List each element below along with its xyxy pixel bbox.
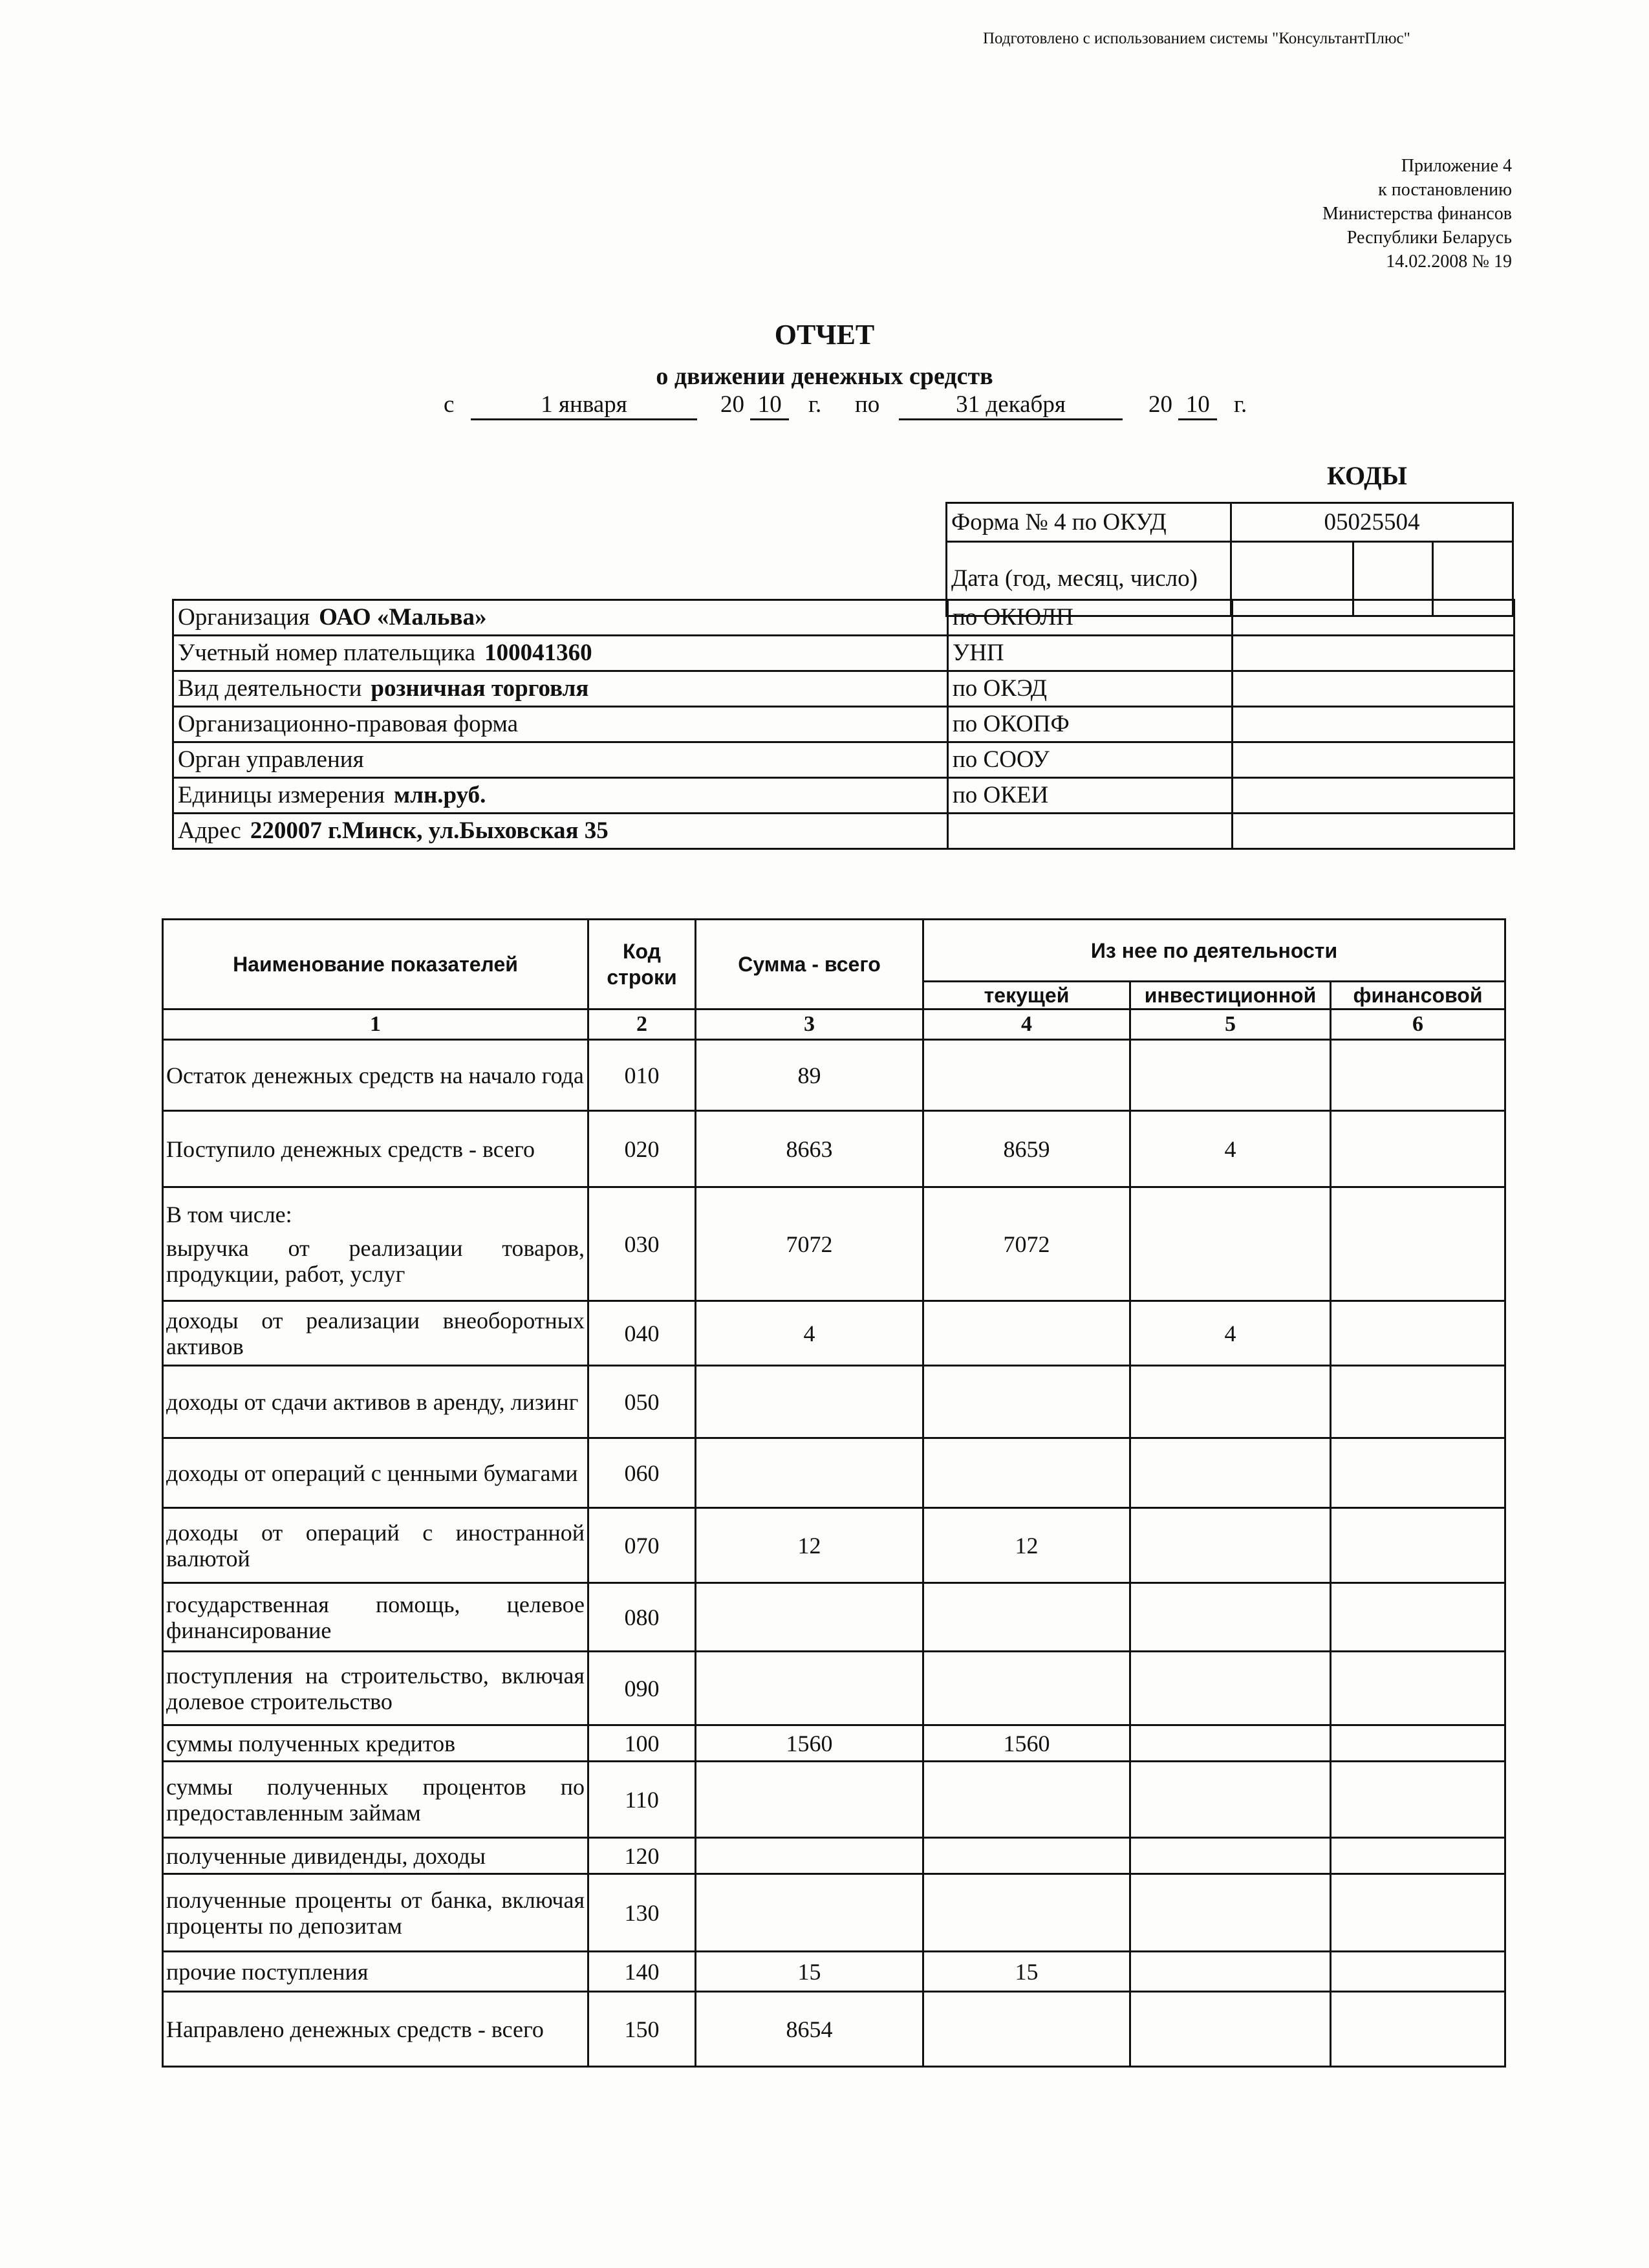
row-financial [1331,1508,1505,1583]
okei-label: по ОКЕИ [948,778,1233,814]
report-subtitle: о движении денежных средств [656,363,993,390]
row-total [696,1874,923,1952]
oked-label: по ОКЭД [948,671,1233,707]
column-number: 1 [163,1010,588,1040]
row-code: 020 [588,1111,696,1187]
header-current: текущей [923,982,1130,1010]
row-total: 12 [696,1508,923,1583]
org-row [173,814,1514,849]
org-row [173,707,1514,742]
report-title: ОТЧЕТ [774,319,875,351]
row-investment [1130,1438,1331,1508]
row-current: 12 [923,1508,1130,1583]
header-financial: финансовой [1331,982,1505,1010]
org-row [173,636,1514,671]
header-code: Код строки [588,920,696,1010]
row-total [696,1838,923,1874]
row-investment [1130,1874,1331,1952]
row-investment [1130,1652,1331,1725]
column-number: 3 [696,1010,923,1040]
okopf-label: по ОКОПФ [948,707,1233,742]
row-code: 040 [588,1301,696,1366]
table-row [163,1366,1505,1438]
table-row [163,1508,1505,1583]
row-current: 7072 [923,1187,1130,1301]
table-row [163,1952,1505,1992]
address-cell [173,814,948,849]
row-financial [1331,1366,1505,1438]
period-from-year: 10 [750,391,789,420]
row-name-cell [163,1187,588,1301]
row-total [696,1366,923,1438]
oked-value [1233,671,1514,707]
row-investment [1130,1992,1331,2067]
row-financial [1331,1992,1505,2067]
row-current: 1560 [923,1725,1130,1762]
row-name: суммы полученных процентов по предоставленным займам [163,1762,588,1838]
table-row [163,1652,1505,1725]
table-row [163,1301,1505,1366]
row-code: 150 [588,1992,696,2067]
table-row [163,1762,1505,1838]
org-row [173,778,1514,814]
form-value: 05025504 [1231,503,1513,542]
org-row [173,600,1514,636]
address-label: Адрес [178,817,241,844]
row-name: поступления на строительство, включая долевое строительство [163,1652,588,1725]
table-row [163,1874,1505,1952]
okopf-value [1233,707,1514,742]
row-current [923,1762,1130,1838]
row-financial [1331,1874,1505,1952]
payer-value: 100041360 [484,640,592,666]
row-total [696,1652,923,1725]
row-total [696,1762,923,1838]
row-name: государственная помощь, целевое финансирование [163,1583,588,1652]
row-current [923,1301,1130,1366]
form-label: Форма № 4 по ОКУД [947,503,1231,542]
row-current [923,1366,1130,1438]
row-name: выручка от реализации товаров, продукции, работ, услуг [166,1235,585,1287]
organization-value: ОАО «Мальва» [319,604,487,631]
codes-label: КОДЫ [1327,461,1407,490]
header-row [163,920,1505,982]
organization-cell [173,600,948,636]
table-row [163,1838,1505,1874]
row-current: 15 [923,1952,1130,1992]
row-financial [1331,1040,1505,1111]
column-number: 6 [1331,1010,1505,1040]
column-number: 4 [923,1010,1130,1040]
row-financial [1331,1952,1505,1992]
row-current [923,1992,1130,2067]
row-financial [1331,1652,1505,1725]
appendix-line: Республики Беларусь [1346,228,1512,248]
table-row [163,1040,1505,1111]
row-code: 060 [588,1438,696,1508]
consultant-note: Подготовлено с использованием системы "КонсультантПлюс" [983,30,1410,47]
row-name: полученные проценты от банка, включая проценты по депозитам [163,1874,588,1952]
organization-table [172,599,1515,850]
row-financial [1331,1111,1505,1187]
row-name: Направлено денежных средств - всего [163,1992,588,2067]
address-value: 220007 г.Минск, ул.Быховская 35 [250,817,609,844]
row-total: 1560 [696,1725,923,1762]
okei-value [1233,778,1514,814]
row-code: 140 [588,1952,696,1992]
row-code: 120 [588,1838,696,1874]
row-investment [1130,1762,1331,1838]
activity-cell [173,671,948,707]
table-row [163,1583,1505,1652]
row-name: Остаток денежных средств на начало года [163,1040,588,1111]
appendix-line: 14.02.2008 № 19 [1386,252,1512,272]
okulp-label: по ОКЮЛП [948,600,1233,636]
period-from-date-field [471,391,697,420]
period-to-year-field [1148,391,1217,420]
sooy-value [1233,742,1514,778]
period-to-date: 31 декабря [899,391,1123,420]
row-financial [1331,1725,1505,1762]
sooy-label: по СООУ [948,742,1233,778]
period-year-suffix: г. [1234,391,1247,418]
row-current [923,1438,1130,1508]
row-investment [1130,1040,1331,1111]
row-code: 100 [588,1725,696,1762]
payer-label: Учетный номер плательщика [178,640,476,666]
activity-value: розничная торговля [371,675,589,702]
period-from-date: 1 января [471,391,697,420]
row-total: 8663 [696,1111,923,1187]
row-investment [1130,1838,1331,1874]
units-label: Единицы измерения [178,782,385,808]
row-total: 4 [696,1301,923,1366]
cash-flow-table [162,918,1506,2068]
management-cell: Орган управления [173,742,948,778]
column-numbers-row [163,1010,1505,1040]
units-value: млн.руб. [394,782,486,808]
legal-form-cell: Организационно-правовая форма [173,707,948,742]
row-total: 15 [696,1952,923,1992]
row-current [923,1874,1130,1952]
row-investment [1130,1187,1331,1301]
okulp-value [1233,600,1514,636]
row-code: 070 [588,1508,696,1583]
appendix-block [1322,154,1512,274]
row-code: 080 [588,1583,696,1652]
row-financial [1331,1838,1505,1874]
row-investment [1130,1583,1331,1652]
row-total [696,1583,923,1652]
row-code: 010 [588,1040,696,1111]
row-financial [1331,1438,1505,1508]
column-number: 2 [588,1010,696,1040]
row-financial [1331,1762,1505,1838]
row-investment [1130,1508,1331,1583]
row-name: доходы от реализации внеоборотных активов [163,1301,588,1366]
row-total: 89 [696,1040,923,1111]
period-to-date-field [899,391,1123,420]
year-prefix: 20 [1148,391,1172,418]
appendix-line: к постановлению [1378,180,1512,200]
row-current [923,1838,1130,1874]
header-name: Наименование показателей [163,920,588,1010]
address-code-value [1233,814,1514,849]
period-year-suffix: г. [808,391,822,418]
row-name: суммы полученных кредитов [163,1725,588,1762]
units-cell [173,778,948,814]
row-name: прочие поступления [163,1952,588,1992]
row-investment [1130,1952,1331,1992]
row-total: 8654 [696,1992,923,2067]
header-investment: инвестиционной [1130,982,1331,1010]
row-financial [1331,1583,1505,1652]
row-code: 090 [588,1652,696,1725]
payer-cell [173,636,948,671]
table-row [163,1111,1505,1187]
table-row [163,1725,1505,1762]
row-code: 050 [588,1366,696,1438]
row-current [923,1583,1130,1652]
row-name: Поступило денежных средств - всего [163,1111,588,1187]
date-label: Дата (год, месяц, число) [947,542,1231,616]
row-code: 030 [588,1187,696,1301]
row-total [696,1438,923,1508]
appendix-line: Приложение 4 [1401,156,1512,176]
row-name: доходы от сдачи активов в аренду, лизинг [163,1366,588,1438]
row-investment: 4 [1130,1301,1331,1366]
header-group: Из нее по деятельности [923,920,1505,982]
table-row [163,1187,1505,1301]
appendix-line: Министерства финансов [1322,204,1512,224]
year-prefix: 20 [720,391,744,418]
row-financial [1331,1301,1505,1366]
row-investment [1130,1366,1331,1438]
row-name: доходы от операций с иностранной валютой [163,1508,588,1583]
row-current: 8659 [923,1111,1130,1187]
address-code-blank [948,814,1233,849]
row-investment [1130,1725,1331,1762]
period-to-prefix: по [855,391,880,418]
row-code: 130 [588,1874,696,1952]
period-from-prefix: с [444,391,455,418]
org-row [173,742,1514,778]
row-current [923,1652,1130,1725]
row-prefix: В том числе: [166,1201,292,1227]
org-row [173,671,1514,707]
table-row [163,1438,1505,1508]
row-financial [1331,1187,1505,1301]
row-total: 7072 [696,1187,923,1301]
organization-label: Организация [178,604,310,631]
table-row [163,1992,1505,2067]
row-name: полученные дивиденды, доходы [163,1838,588,1874]
row-code: 110 [588,1762,696,1838]
period-to-year: 10 [1178,391,1217,420]
row-current [923,1040,1130,1111]
period-from-year-field [720,391,789,420]
unp-value [1233,636,1514,671]
header-total: Сумма - всего [696,920,923,1010]
row-name: доходы от операций с ценными бумагами [163,1438,588,1508]
row-investment: 4 [1130,1111,1331,1187]
unp-label: УНП [948,636,1233,671]
column-number: 5 [1130,1010,1331,1040]
activity-label: Вид деятельности [178,675,362,702]
